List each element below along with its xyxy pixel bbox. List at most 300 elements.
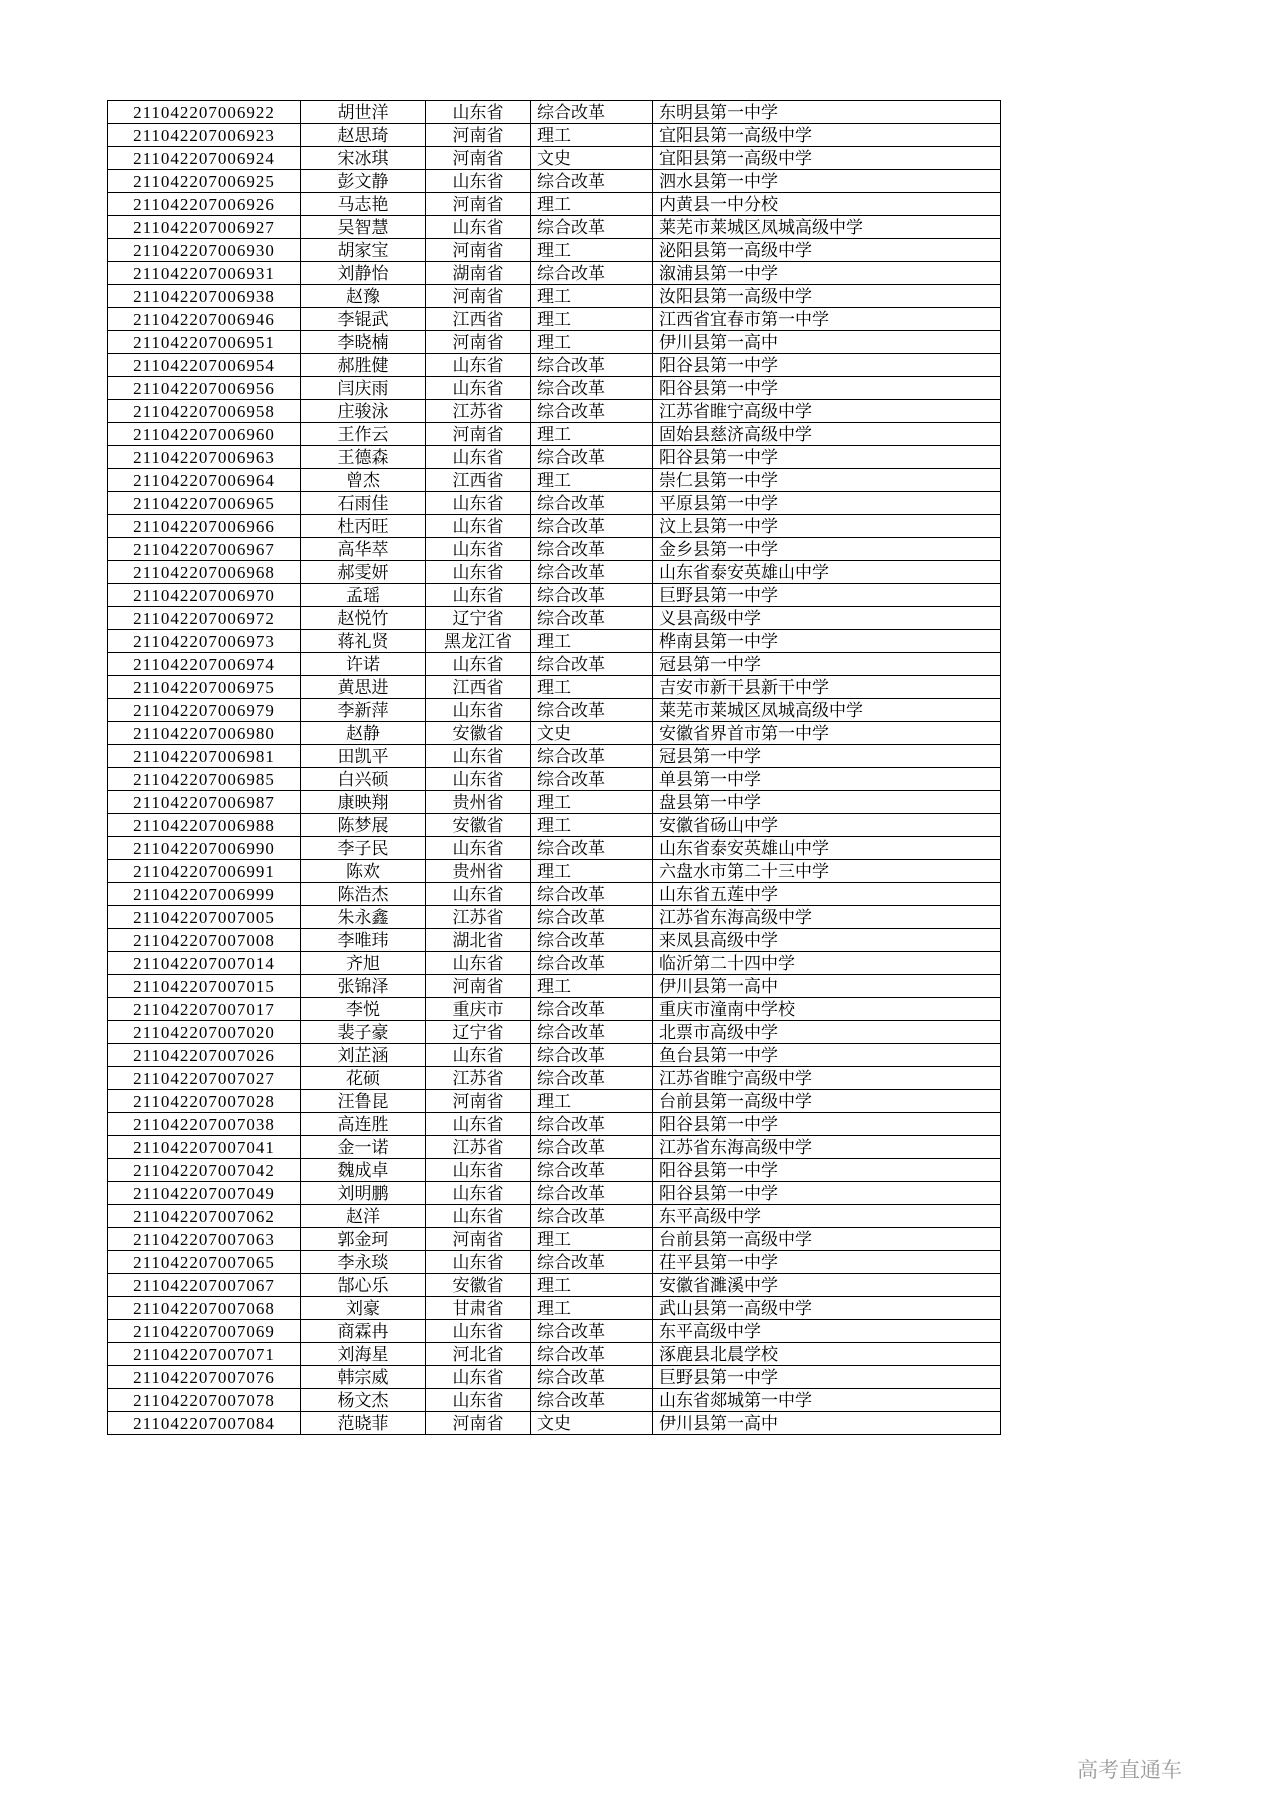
table-cell-name: 李新萍: [301, 699, 426, 722]
table-cell-name: 曾杰: [301, 469, 426, 492]
table-cell-category: 综合改革: [531, 561, 653, 584]
table-row: [108, 1136, 1001, 1159]
table-cell-school: 莱芜市莱城区凤城高级中学: [653, 699, 1001, 722]
table-cell-school: 山东省泰安英雄山中学: [653, 837, 1001, 860]
table-row: [108, 1320, 1001, 1343]
table-cell-candidate-number: 211042207006963: [108, 446, 301, 469]
table-cell-category: 综合改革: [531, 262, 653, 285]
table-row: [108, 1067, 1001, 1090]
table-cell-candidate-number: 211042207006981: [108, 745, 301, 768]
table-cell-name: 刘静怡: [301, 262, 426, 285]
table-cell-province: 山东省: [426, 952, 531, 975]
table-row: [108, 1366, 1001, 1389]
table-cell-school: 莱芜市莱城区凤城高级中学: [653, 216, 1001, 239]
table-cell-candidate-number: 211042207006931: [108, 262, 301, 285]
table-cell-province: 湖北省: [426, 929, 531, 952]
table-cell-province: 贵州省: [426, 860, 531, 883]
table-cell-school: 单县第一中学: [653, 768, 1001, 791]
table-cell-province: 山东省: [426, 745, 531, 768]
table-cell-candidate-number: 211042207006967: [108, 538, 301, 561]
table-cell-school: 阳谷县第一中学: [653, 377, 1001, 400]
table-cell-name: 胡世洋: [301, 101, 426, 124]
table-cell-name: 李悦: [301, 998, 426, 1021]
table-row: [108, 1021, 1001, 1044]
table-row: [108, 446, 1001, 469]
table-cell-school: 阳谷县第一中学: [653, 446, 1001, 469]
table-cell-candidate-number: 211042207007062: [108, 1205, 301, 1228]
table-cell-province: 山东省: [426, 699, 531, 722]
table-cell-school: 安徽省濉溪中学: [653, 1274, 1001, 1297]
table-cell-name: 高连胜: [301, 1113, 426, 1136]
table-cell-candidate-number: 211042207006988: [108, 814, 301, 837]
table-cell-province: 江苏省: [426, 1136, 531, 1159]
table-cell-name: 王作云: [301, 423, 426, 446]
table-row: [108, 722, 1001, 745]
table-cell-province: 河南省: [426, 124, 531, 147]
table-cell-candidate-number: 211042207006987: [108, 791, 301, 814]
table-cell-category: 综合改革: [531, 998, 653, 1021]
table-row: [108, 998, 1001, 1021]
table-cell-category: 理工: [531, 630, 653, 653]
table-cell-name: 陈浩杰: [301, 883, 426, 906]
table-row: [108, 400, 1001, 423]
table-cell-province: 河南省: [426, 1090, 531, 1113]
table-cell-name: 李永琰: [301, 1251, 426, 1274]
table-cell-name: 蒋礼贤: [301, 630, 426, 653]
table-cell-candidate-number: 211042207006972: [108, 607, 301, 630]
table-cell-candidate-number: 211042207007005: [108, 906, 301, 929]
table-cell-province: 辽宁省: [426, 1021, 531, 1044]
table-row: [108, 538, 1001, 561]
table-row: [108, 791, 1001, 814]
table-cell-school: 桦南县第一中学: [653, 630, 1001, 653]
table-cell-school: 山东省五莲中学: [653, 883, 1001, 906]
table-cell-category: 理工: [531, 124, 653, 147]
table-cell-candidate-number: 211042207007068: [108, 1297, 301, 1320]
table-row: [108, 860, 1001, 883]
table-cell-category: 综合改革: [531, 607, 653, 630]
table-row: [108, 170, 1001, 193]
table-cell-province: 山东省: [426, 1159, 531, 1182]
table-cell-category: 理工: [531, 1090, 653, 1113]
table-cell-candidate-number: 211042207006958: [108, 400, 301, 423]
table-cell-province: 江西省: [426, 676, 531, 699]
table-cell-candidate-number: 211042207006990: [108, 837, 301, 860]
table-cell-name: 白兴硕: [301, 768, 426, 791]
table-cell-category: 理工: [531, 239, 653, 262]
table-row: [108, 768, 1001, 791]
table-row: [108, 193, 1001, 216]
table-cell-school: 阳谷县第一中学: [653, 1182, 1001, 1205]
table-cell-province: 河南省: [426, 147, 531, 170]
table-cell-name: 刘芷涵: [301, 1044, 426, 1067]
watermark-text: 高考直通车: [1077, 1759, 1182, 1782]
table-cell-province: 山东省: [426, 883, 531, 906]
table-cell-candidate-number: 211042207007008: [108, 929, 301, 952]
table-cell-school: 安徽省砀山中学: [653, 814, 1001, 837]
table-cell-school: 巨野县第一中学: [653, 584, 1001, 607]
table-cell-category: 综合改革: [531, 768, 653, 791]
table-row: [108, 745, 1001, 768]
table-cell-province: 辽宁省: [426, 607, 531, 630]
table-cell-province: 山东省: [426, 1044, 531, 1067]
table-cell-province: 山东省: [426, 561, 531, 584]
table-cell-category: 综合改革: [531, 354, 653, 377]
table-cell-school: 汝阳县第一高级中学: [653, 285, 1001, 308]
table-cell-candidate-number: 211042207007042: [108, 1159, 301, 1182]
table-cell-school: 泌阳县第一高级中学: [653, 239, 1001, 262]
table-row: [108, 676, 1001, 699]
table-cell-candidate-number: 211042207007071: [108, 1343, 301, 1366]
table-cell-name: 黄思进: [301, 676, 426, 699]
table-cell-candidate-number: 211042207006985: [108, 768, 301, 791]
table-cell-name: 石雨佳: [301, 492, 426, 515]
table-row: [108, 653, 1001, 676]
table-cell-name: 李唯玮: [301, 929, 426, 952]
table-cell-name: 孟瑶: [301, 584, 426, 607]
table-cell-province: 河南省: [426, 331, 531, 354]
table-cell-school: 江西省宜春市第一中学: [653, 308, 1001, 331]
table-cell-province: 湖南省: [426, 262, 531, 285]
table-cell-category: 综合改革: [531, 1182, 653, 1205]
table-cell-category: 文史: [531, 1412, 653, 1435]
table-cell-name: 刘豪: [301, 1297, 426, 1320]
table-cell-name: 赵洋: [301, 1205, 426, 1228]
table-cell-school: 巨野县第一中学: [653, 1366, 1001, 1389]
table-cell-province: 山东省: [426, 1389, 531, 1412]
table-cell-province: 山东省: [426, 584, 531, 607]
table-cell-province: 河北省: [426, 1343, 531, 1366]
table-cell-province: 山东省: [426, 101, 531, 124]
table-cell-province: 河南省: [426, 285, 531, 308]
table-cell-name: 田凯平: [301, 745, 426, 768]
table-cell-candidate-number: 211042207007014: [108, 952, 301, 975]
table-cell-category: 综合改革: [531, 1320, 653, 1343]
table-cell-category: 综合改革: [531, 1366, 653, 1389]
table-cell-province: 山东省: [426, 538, 531, 561]
table-cell-province: 河南省: [426, 423, 531, 446]
table-cell-school: 山东省郯城第一中学: [653, 1389, 1001, 1412]
table-cell-school: 江苏省睢宁高级中学: [653, 400, 1001, 423]
table-cell-candidate-number: 211042207006973: [108, 630, 301, 653]
table-row: [108, 469, 1001, 492]
table-cell-candidate-number: 211042207007084: [108, 1412, 301, 1435]
table-cell-school: 临沂第二十四中学: [653, 952, 1001, 975]
table-cell-province: 安徽省: [426, 722, 531, 745]
table-cell-province: 山东省: [426, 768, 531, 791]
table-cell-province: 黑龙江省: [426, 630, 531, 653]
table-cell-name: 宋冰琪: [301, 147, 426, 170]
table-cell-name: 朱永鑫: [301, 906, 426, 929]
table-cell-category: 理工: [531, 331, 653, 354]
table-cell-candidate-number: 211042207006954: [108, 354, 301, 377]
table-cell-school: 安徽省界首市第一中学: [653, 722, 1001, 745]
table-cell-name: 彭文静: [301, 170, 426, 193]
table-cell-category: 综合改革: [531, 1343, 653, 1366]
table-cell-candidate-number: 211042207007038: [108, 1113, 301, 1136]
table-cell-school: 崇仁县第一中学: [653, 469, 1001, 492]
table-cell-province: 江苏省: [426, 1067, 531, 1090]
table-cell-province: 江西省: [426, 308, 531, 331]
table-cell-category: 综合改革: [531, 1159, 653, 1182]
table-cell-candidate-number: 211042207006966: [108, 515, 301, 538]
table-cell-category: 综合改革: [531, 538, 653, 561]
table-cell-name: 马志艳: [301, 193, 426, 216]
table-cell-school: 台前县第一高级中学: [653, 1228, 1001, 1251]
table-row: [108, 883, 1001, 906]
table-cell-school: 阳谷县第一中学: [653, 1113, 1001, 1136]
table-cell-school: 汶上县第一中学: [653, 515, 1001, 538]
table-cell-school: 东平高级中学: [653, 1205, 1001, 1228]
table-row: [108, 814, 1001, 837]
table-row: [108, 1228, 1001, 1251]
table-cell-category: 综合改革: [531, 1251, 653, 1274]
table-cell-name: 许诺: [301, 653, 426, 676]
table-cell-candidate-number: 211042207006924: [108, 147, 301, 170]
table-row: [108, 308, 1001, 331]
table-cell-category: 综合改革: [531, 515, 653, 538]
table-row: [108, 584, 1001, 607]
table-row: [108, 354, 1001, 377]
table-cell-name: 赵悦竹: [301, 607, 426, 630]
table-cell-province: 山东省: [426, 1320, 531, 1343]
table-cell-school: 鱼台县第一中学: [653, 1044, 1001, 1067]
table-cell-name: 陈梦展: [301, 814, 426, 837]
table-cell-candidate-number: 211042207006951: [108, 331, 301, 354]
table-row: [108, 423, 1001, 446]
table-cell-province: 山东省: [426, 216, 531, 239]
table-cell-province: 甘肃省: [426, 1297, 531, 1320]
table-cell-school: 江苏省睢宁高级中学: [653, 1067, 1001, 1090]
table-cell-school: 伊川县第一高中: [653, 975, 1001, 998]
table-cell-category: 理工: [531, 193, 653, 216]
table-cell-school: 涿鹿县北晨学校: [653, 1343, 1001, 1366]
table-cell-name: 商霖冉: [301, 1320, 426, 1343]
table-cell-candidate-number: 211042207006975: [108, 676, 301, 699]
table-cell-candidate-number: 211042207007020: [108, 1021, 301, 1044]
table-row: [108, 262, 1001, 285]
table-row: [108, 1343, 1001, 1366]
table-cell-school: 阳谷县第一中学: [653, 354, 1001, 377]
table-cell-school: 宜阳县第一高级中学: [653, 124, 1001, 147]
table-cell-category: 综合改革: [531, 216, 653, 239]
table-cell-name: 齐旭: [301, 952, 426, 975]
table-cell-name: 郝雯妍: [301, 561, 426, 584]
table-cell-category: 理工: [531, 1297, 653, 1320]
table-cell-school: 义县高级中学: [653, 607, 1001, 630]
table-cell-candidate-number: 211042207006946: [108, 308, 301, 331]
table-cell-candidate-number: 211042207006970: [108, 584, 301, 607]
table-cell-province: 河南省: [426, 1412, 531, 1435]
table-cell-candidate-number: 211042207007069: [108, 1320, 301, 1343]
table-cell-category: 理工: [531, 975, 653, 998]
table-cell-candidate-number: 211042207006922: [108, 101, 301, 124]
table-cell-candidate-number: 211042207006927: [108, 216, 301, 239]
table-row: [108, 929, 1001, 952]
table-cell-category: 理工: [531, 469, 653, 492]
table-cell-candidate-number: 211042207007027: [108, 1067, 301, 1090]
table-row: [108, 285, 1001, 308]
table-row: [108, 837, 1001, 860]
table-cell-school: 内黄县一中分校: [653, 193, 1001, 216]
table-cell-name: 康映翔: [301, 791, 426, 814]
table-cell-candidate-number: 211042207006999: [108, 883, 301, 906]
table-cell-category: 综合改革: [531, 377, 653, 400]
table-cell-name: 韩宗威: [301, 1366, 426, 1389]
table-cell-name: 裴子豪: [301, 1021, 426, 1044]
table-cell-category: 理工: [531, 814, 653, 837]
table-cell-name: 赵豫: [301, 285, 426, 308]
table-cell-school: 江苏省东海高级中学: [653, 1136, 1001, 1159]
table-cell-name: 庄骏泳: [301, 400, 426, 423]
table-cell-province: 安徽省: [426, 1274, 531, 1297]
table-row: [108, 1412, 1001, 1435]
admission-roster-table: [107, 100, 1001, 1435]
table-row: [108, 975, 1001, 998]
table-cell-name: 郭金珂: [301, 1228, 426, 1251]
table-cell-candidate-number: 211042207006991: [108, 860, 301, 883]
table-cell-candidate-number: 211042207007076: [108, 1366, 301, 1389]
table-cell-school: 东平高级中学: [653, 1320, 1001, 1343]
table-cell-name: 魏成卓: [301, 1159, 426, 1182]
table-cell-category: 综合改革: [531, 1389, 653, 1412]
table-cell-candidate-number: 211042207006979: [108, 699, 301, 722]
table-cell-name: 汪鲁昆: [301, 1090, 426, 1113]
table-cell-candidate-number: 211042207006930: [108, 239, 301, 262]
table-row: [108, 1389, 1001, 1412]
table-cell-category: 文史: [531, 722, 653, 745]
table-cell-name: 张锦泽: [301, 975, 426, 998]
table-cell-province: 山东省: [426, 1251, 531, 1274]
table-cell-province: 山东省: [426, 1205, 531, 1228]
table-cell-candidate-number: 211042207007017: [108, 998, 301, 1021]
table-row: [108, 492, 1001, 515]
table-cell-school: 冠县第一中学: [653, 653, 1001, 676]
table-cell-name: 陈欢: [301, 860, 426, 883]
table-row: [108, 699, 1001, 722]
table-cell-province: 山东省: [426, 170, 531, 193]
table-cell-school: 六盘水市第二十三中学: [653, 860, 1001, 883]
table-cell-school: 伊川县第一高中: [653, 331, 1001, 354]
table-cell-category: 综合改革: [531, 1205, 653, 1228]
table-cell-province: 山东省: [426, 492, 531, 515]
table-cell-name: 王德森: [301, 446, 426, 469]
table-cell-candidate-number: 211042207006974: [108, 653, 301, 676]
table-cell-school: 山东省泰安英雄山中学: [653, 561, 1001, 584]
table-cell-province: 河南省: [426, 975, 531, 998]
table-cell-category: 综合改革: [531, 446, 653, 469]
table-cell-name: 杨文杰: [301, 1389, 426, 1412]
table-cell-name: 范晓菲: [301, 1412, 426, 1435]
table-cell-category: 综合改革: [531, 929, 653, 952]
table-cell-candidate-number: 211042207006960: [108, 423, 301, 446]
table-cell-category: 综合改革: [531, 492, 653, 515]
table-cell-category: 综合改革: [531, 883, 653, 906]
table-cell-school: 阳谷县第一中学: [653, 1159, 1001, 1182]
table-row: [108, 1205, 1001, 1228]
table-cell-name: 郜心乐: [301, 1274, 426, 1297]
table-row: [108, 1274, 1001, 1297]
table-cell-category: 综合改革: [531, 745, 653, 768]
table-row: [108, 147, 1001, 170]
table-cell-category: 综合改革: [531, 952, 653, 975]
table-cell-candidate-number: 211042207007049: [108, 1182, 301, 1205]
table-cell-school: 盘县第一中学: [653, 791, 1001, 814]
table-cell-candidate-number: 211042207006938: [108, 285, 301, 308]
table-cell-category: 综合改革: [531, 1021, 653, 1044]
table-cell-school: 金乡县第一中学: [653, 538, 1001, 561]
table-cell-province: 贵州省: [426, 791, 531, 814]
table-cell-school: 平原县第一中学: [653, 492, 1001, 515]
table-cell-category: 理工: [531, 791, 653, 814]
table-cell-candidate-number: 211042207006965: [108, 492, 301, 515]
table-cell-category: 理工: [531, 676, 653, 699]
table-cell-name: 花硕: [301, 1067, 426, 1090]
table-cell-name: 闫庆雨: [301, 377, 426, 400]
table-cell-province: 山东省: [426, 837, 531, 860]
table-cell-candidate-number: 211042207007026: [108, 1044, 301, 1067]
table-row: [108, 101, 1001, 124]
table-cell-province: 江西省: [426, 469, 531, 492]
table-cell-school: 重庆市潼南中学校: [653, 998, 1001, 1021]
table-cell-candidate-number: 211042207007015: [108, 975, 301, 998]
table-row: [108, 515, 1001, 538]
table-cell-province: 江苏省: [426, 400, 531, 423]
table-cell-province: 江苏省: [426, 906, 531, 929]
table-cell-category: 综合改革: [531, 1067, 653, 1090]
table-cell-category: 理工: [531, 285, 653, 308]
table-cell-name: 高华萃: [301, 538, 426, 561]
table-cell-school: 武山县第一高级中学: [653, 1297, 1001, 1320]
table-cell-category: 理工: [531, 1228, 653, 1251]
table-cell-category: 理工: [531, 860, 653, 883]
table-cell-category: 理工: [531, 423, 653, 446]
table-cell-name: 杜丙旺: [301, 515, 426, 538]
table-row: [108, 1044, 1001, 1067]
table-cell-candidate-number: 211042207006956: [108, 377, 301, 400]
table-row: [108, 561, 1001, 584]
table-cell-province: 山东省: [426, 1113, 531, 1136]
table-row: [108, 331, 1001, 354]
table-cell-candidate-number: 211042207006964: [108, 469, 301, 492]
table-row: [108, 1159, 1001, 1182]
table-row: [108, 1113, 1001, 1136]
table-cell-school: 伊川县第一高中: [653, 1412, 1001, 1435]
table-cell-name: 郝胜健: [301, 354, 426, 377]
table-row: [108, 216, 1001, 239]
table-cell-category: 综合改革: [531, 699, 653, 722]
table-cell-category: 综合改革: [531, 170, 653, 193]
table-cell-candidate-number: 211042207006980: [108, 722, 301, 745]
table-cell-province: 河南省: [426, 239, 531, 262]
table-cell-name: 赵思琦: [301, 124, 426, 147]
table-cell-category: 综合改革: [531, 584, 653, 607]
table-cell-school: 宜阳县第一高级中学: [653, 147, 1001, 170]
table-cell-school: 溆浦县第一中学: [653, 262, 1001, 285]
table-cell-category: 综合改革: [531, 400, 653, 423]
table-cell-category: 综合改革: [531, 653, 653, 676]
table-cell-name: 金一诺: [301, 1136, 426, 1159]
table-row: [108, 906, 1001, 929]
table-cell-candidate-number: 211042207006923: [108, 124, 301, 147]
table-cell-category: 文史: [531, 147, 653, 170]
table-row: [108, 1251, 1001, 1274]
table-cell-province: 山东省: [426, 1182, 531, 1205]
table-cell-candidate-number: 211042207006968: [108, 561, 301, 584]
table-row: [108, 124, 1001, 147]
table-cell-school: 江苏省东海高级中学: [653, 906, 1001, 929]
table-cell-name: 胡家宝: [301, 239, 426, 262]
